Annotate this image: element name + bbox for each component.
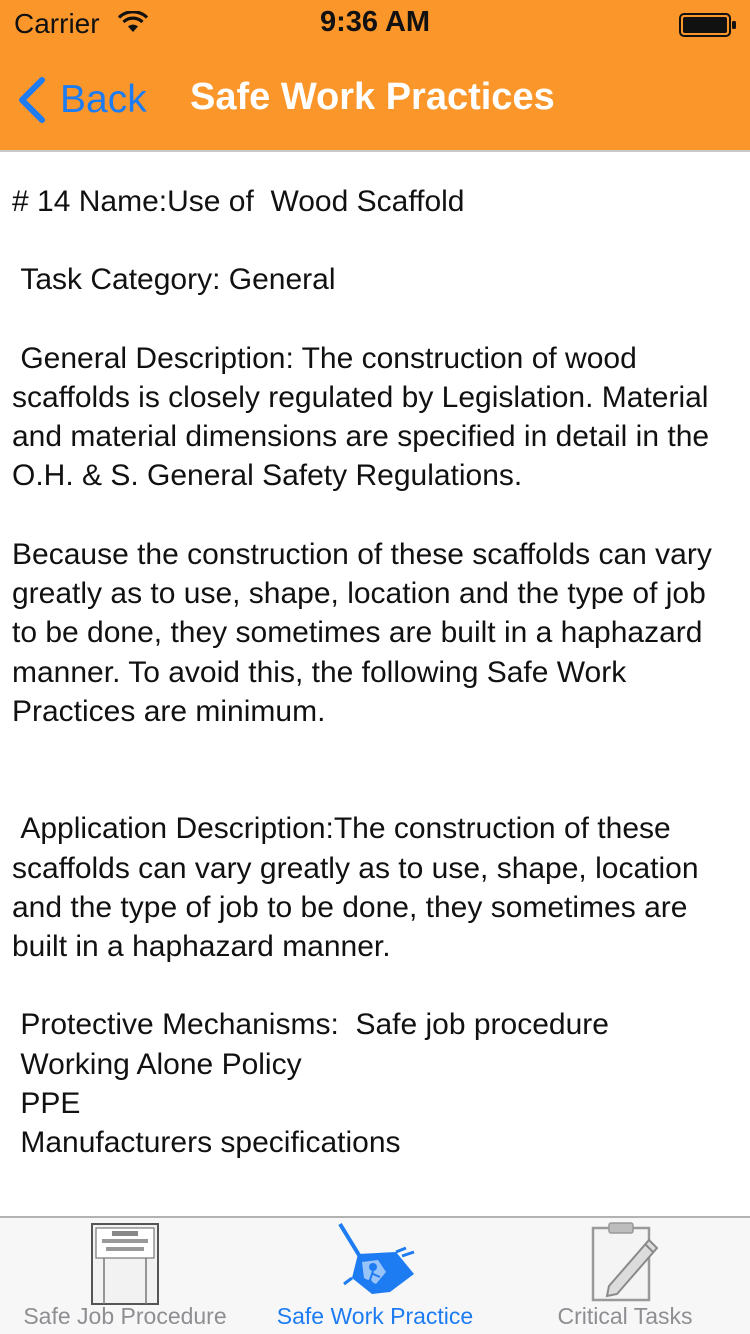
- task-category: Task Category: General: [12, 263, 336, 297]
- back-button[interactable]: [16, 74, 147, 126]
- document-icon: [90, 1222, 160, 1306]
- general-description: General Description: The construction of wood scaffolds is closely regulated by Legislation. Material and material dimensions are specified in detail in the O.H. & S. General Safety Regulations.: [12, 341, 718, 493]
- tab-safe-job-procedure[interactable]: [0, 1218, 250, 1334]
- application-description: Application Description:The construction of these scaffolds can vary greatly as to use, shape, location and the type of job to be done, they sometimes are built in a haphazard manner.: [12, 812, 707, 964]
- tab-safe-work-practice[interactable]: [250, 1218, 500, 1334]
- clipboard-pencil-icon: [587, 1222, 663, 1306]
- carrier-label: Carrier: [14, 8, 100, 39]
- back-label: Back: [60, 78, 147, 121]
- battery-icon: [679, 13, 737, 37]
- status-bar: [0, 0, 750, 50]
- protective-mechanisms: Protective Mechanisms: Safe job procedure Working Alone Policy PPE Manufacturers specifications: [20, 1008, 609, 1160]
- practice-detail-text[interactable]: [0, 152, 750, 1216]
- general-description-continued: Because the construction of these scaffolds can vary greatly as to use, shape, location and the type of job to be done, they sometimes are built in a haphazard manner. To avoid this, the following Safe Work Practices are minimum.: [12, 537, 721, 728]
- tab-label: Critical Tasks: [557, 1303, 693, 1329]
- tab-label: Safe Work Practice: [276, 1303, 474, 1329]
- navigation-bar: [0, 50, 750, 152]
- worker-icon: [332, 1222, 418, 1306]
- status-time: 9:36 AM: [319, 6, 431, 38]
- tab-label: Safe Job Procedure: [23, 1303, 227, 1329]
- tab-critical-tasks[interactable]: [500, 1218, 750, 1334]
- chevron-left-icon: [16, 76, 48, 124]
- practice-name: # 14 Name:Use of Wood Scaffold: [12, 185, 465, 218]
- tab-bar: [0, 1216, 750, 1334]
- page-title: Safe Work Practices: [190, 76, 555, 118]
